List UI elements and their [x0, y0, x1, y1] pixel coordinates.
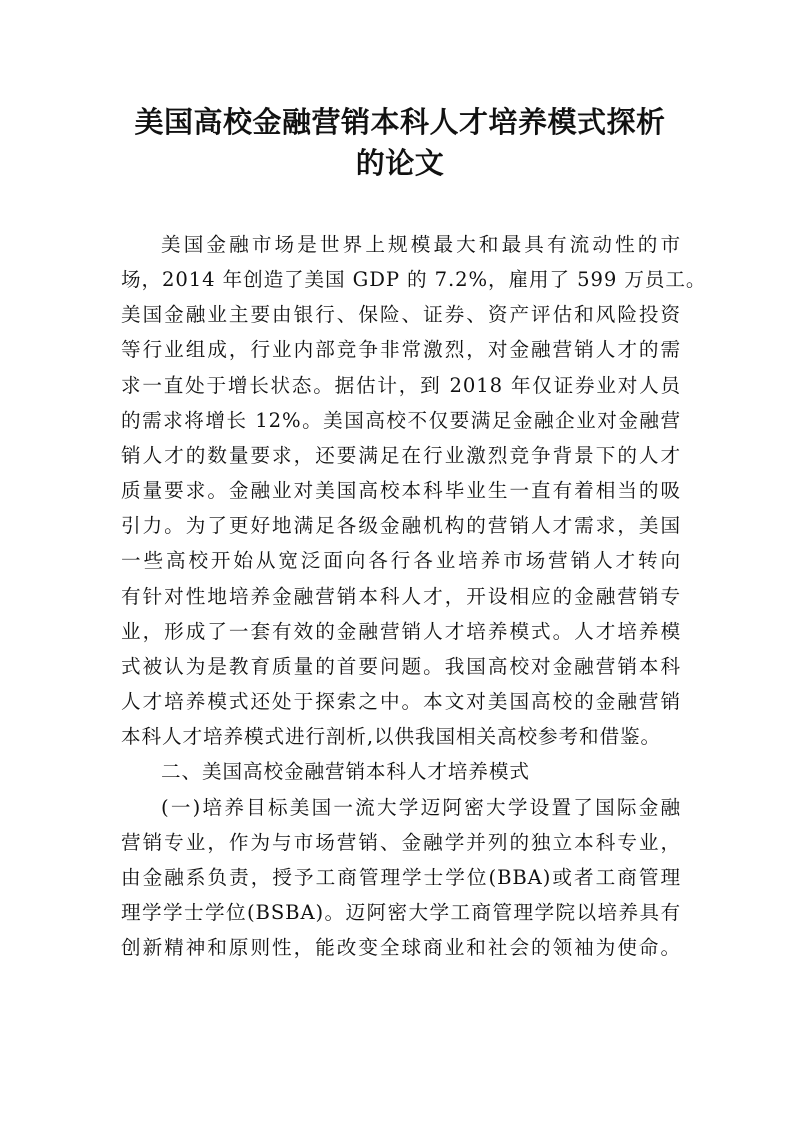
paragraph-line: 一些高校开始从宽泛面向各行各业培养市场营销人才转向 [121, 549, 681, 572]
paragraph-line: (一)培养目标美国一流大学迈阿密大学设置了国际金融 [161, 796, 681, 819]
paragraph-line: 销人才的数量要求，还要满足在行业激烈竞争背景下的人才 [121, 444, 681, 467]
paragraph-line: 营销专业，作为与市场营销、金融学并列的独立本科专业， [121, 831, 681, 854]
paragraph-line: 引力。为了更好地满足各级金融机构的营销人才需求，美国 [121, 514, 681, 537]
paragraph-line: 等行业组成，行业内部竞争非常激烈，对金融营销人才的需 [121, 338, 681, 361]
paragraph-line: 质量要求。金融业对美国高校本科毕业生一直有着相当的吸 [121, 479, 681, 502]
paragraph-line: 人才培养模式还处于探索之中。本文对美国高校的金融营销 [121, 690, 681, 713]
paragraph-line: 的需求将增长 12%。美国高校不仅要满足金融企业对金融营 [121, 409, 681, 432]
paragraph-line: 业，形成了一套有效的金融营销人才培养模式。人才培养模 [121, 620, 681, 643]
paragraph-line: 美国金融市场是世界上规模最大和最具有流动性的市 [161, 233, 681, 256]
paragraph-line: 理学学士学位(BSBA)。迈阿密大学工商管理学院以培养具有 [121, 901, 681, 924]
paragraph-line: 创新精神和原则性，能改变全球商业和社会的领袖为使命。 [121, 936, 681, 959]
paragraph-line: 有针对性地培养金融营销本科人才，开设相应的金融营销专 [121, 585, 681, 608]
paragraph-line: 式被认为是教育质量的首要问题。我国高校对金融营销本科 [121, 655, 681, 678]
paragraph-line: 本科人才培养模式进行剖析,以供我国相关高校参考和借鉴。 [121, 725, 661, 748]
paragraph-line: 由金融系负责，授予工商管理学士学位(BBA)或者工商管理 [121, 866, 681, 889]
paragraph-line: 美国金融业主要由银行、保险、证券、资产评估和风险投资 [121, 303, 681, 326]
document-title-line-1: 美国高校金融营销本科人才培养模式探析 [134, 105, 666, 139]
paragraph-line: 场，2014 年创造了美国 GDP 的 7.2%，雇用了 599 万员工。 [121, 268, 707, 291]
paragraph-line: 求一直处于增长状态。据估计，到 2018 年仅证券业对人员 [121, 374, 681, 397]
document-title-line-2: 的论文 [355, 146, 445, 180]
section-heading: 二、美国高校金融营销本科人才培养模式 [161, 760, 530, 783]
